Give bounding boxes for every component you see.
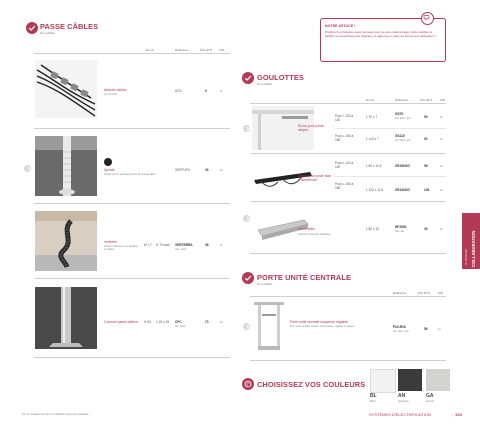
tip-title: NOTRE ASTUCE ! — [325, 24, 356, 28]
section-subtitle: Non pliable — [257, 282, 273, 286]
line-unit: kit — [440, 228, 443, 231]
product-unit: kit — [220, 321, 223, 324]
section-title-porte-unite: PORTE UNITÉ CENTRALE — [257, 273, 351, 282]
carousel-arrow-icon[interactable] — [243, 215, 250, 222]
color-swatch-an[interactable] — [398, 369, 422, 391]
divider — [250, 296, 446, 297]
line-ref-sub: Alu, blanc, gris — [395, 117, 411, 120]
product-unit: kit — [438, 328, 441, 331]
line-desc: Pour L 120 à 140 — [335, 114, 354, 123]
product-photo-spirale — [35, 136, 97, 196]
line-ref: GE180GG — [395, 164, 410, 168]
divider — [34, 53, 230, 54]
product-name: Attache-câbles — [104, 88, 127, 92]
line-unit: kit — [440, 116, 443, 119]
line-ref: GS110 — [395, 134, 405, 138]
product-ref: VERTUFIL — [175, 168, 191, 172]
line-price: 90 — [424, 115, 428, 119]
line-price: 105 — [424, 188, 430, 192]
product-price: 38 — [205, 243, 209, 247]
section-title-couleurs: CHOISISSEZ VOS COULEURS — [257, 380, 366, 389]
check-icon — [242, 272, 254, 284]
product-note: Spirale pour le passage flexible de chaque câble — [104, 173, 156, 176]
group-label: Écrou pour poste face à face/bench — [298, 174, 332, 182]
product-photo-colonne — [35, 287, 97, 349]
footer-separator: | — [451, 412, 453, 417]
line-unit: kit — [440, 189, 443, 192]
divider — [34, 357, 230, 358]
divider — [335, 176, 446, 177]
section-subtitle: Non pliable — [257, 82, 273, 86]
divider — [250, 201, 446, 202]
check-icon — [242, 72, 254, 84]
line-ref: GE140GG — [395, 188, 410, 192]
col-header-ref: Référence — [395, 98, 409, 102]
product-note: Vertèbre articulée pour passage de câbles — [104, 245, 138, 251]
line-price: 92 — [424, 137, 428, 141]
product-size1: Ø 7,7 — [144, 243, 152, 247]
color-swatch-ga[interactable] — [426, 369, 450, 391]
line-dim: L 80 x 11,5 — [366, 164, 382, 168]
line-ref: GS70 — [395, 112, 404, 116]
product-note: Pour unité centrale, fixation sous plateau, réglable en largeur — [290, 325, 355, 328]
footer-section: SYSTÈMES D'ÉLECTRIFICATION — [369, 412, 431, 417]
color-dot-icon — [104, 158, 112, 166]
color-code: BL — [370, 393, 377, 399]
col-header-eco: U/D — [440, 98, 445, 102]
product-unit: kit — [220, 90, 223, 93]
product-ref: VERTEBRA — [175, 243, 193, 247]
group-label: Écrou pour poste simple — [298, 124, 324, 132]
carousel-arrow-icon[interactable] — [24, 165, 31, 172]
color-swatch-bl[interactable] — [370, 369, 396, 393]
product-name: Colonne passe-câbles — [104, 320, 138, 324]
product-ref: ACS — [175, 89, 182, 93]
product-price: 56 — [424, 327, 428, 331]
product-size1: H 63 — [144, 320, 151, 324]
color-code: GA — [426, 393, 434, 399]
col-header-price: Prix HT € — [418, 291, 430, 295]
divider — [34, 203, 230, 204]
product-price: 9 — [205, 89, 207, 93]
product-name: Spirale — [104, 168, 115, 172]
product-photo-attache-cables — [35, 60, 97, 118]
product-name: Vertèbre — [104, 240, 117, 244]
section-title-goulottes: GOULOTTES — [257, 73, 304, 82]
group-note: Goulotte universelle adaptable — [298, 233, 331, 236]
section-title-passe-cables: PASSE CÂBLES — [40, 22, 99, 31]
line-dim: L 110 x 7 — [366, 137, 379, 141]
color-name: Blanc — [370, 400, 376, 403]
divider — [250, 360, 446, 361]
product-note: Jeu 4 unités — [104, 93, 117, 96]
product-ref-sub: Alu, blanc, gris — [393, 330, 409, 333]
product-ref-sub: Gris, blanc — [175, 248, 187, 251]
col-header-price: Prix HT € — [420, 98, 432, 102]
product-ref: CPC — [175, 320, 182, 324]
line-unit: kit — [440, 165, 443, 168]
carousel-arrow-icon[interactable] — [243, 125, 250, 132]
group-label: Universelle — [298, 227, 315, 231]
color-name: Gris alu — [426, 400, 435, 403]
col-header-size: En cm — [146, 48, 155, 52]
divider — [250, 103, 446, 104]
divider — [335, 128, 446, 129]
product-photo-vertebre — [35, 211, 97, 271]
product-price: 73 — [205, 320, 209, 324]
product-price: 30 — [205, 168, 209, 172]
divider — [34, 128, 230, 129]
side-tab-big: COLLABORATION — [471, 230, 476, 267]
product-unit: kit — [220, 244, 223, 247]
col-header-ref: Référence — [393, 291, 407, 295]
line-ref-sub: Alu, blanc, gris — [395, 139, 411, 142]
col-header-price: Prix HT € — [200, 48, 212, 52]
line-dim: L 70 x 7 — [366, 115, 378, 119]
line-price: 45 — [424, 227, 428, 231]
line-dim: L 122 x 11,5 — [366, 188, 384, 192]
check-icon — [26, 22, 38, 34]
product-photo-porte-unite — [252, 300, 286, 358]
line-desc: Pour L 160 à 180 — [335, 182, 354, 191]
product-size2: L 15 x 15 — [156, 320, 169, 324]
color-code: AN — [398, 393, 406, 399]
line-ref: HF3350 — [395, 225, 407, 229]
product-ref: PUCR18 — [393, 325, 406, 329]
line-desc: Pour L 120 à 140 — [335, 161, 354, 170]
product-ref-sub: Alu, blanc — [175, 325, 186, 328]
palette-icon — [242, 378, 254, 390]
side-tab[interactable] — [462, 213, 480, 269]
line-dim: L 80 x 10 — [366, 227, 379, 231]
color-name: Anthracite — [398, 400, 409, 403]
page-number: 193 — [455, 412, 462, 417]
section-subtitle: Non pliable — [40, 31, 56, 35]
col-header-size: En cm — [366, 98, 375, 102]
tip-text: Préférez les fixations sans perçage pour ne pas endommager votre mobilier et faciliter les branchements réguliers et apporter un gain de temps aux utilisateurs ! — [325, 30, 437, 39]
divider — [250, 253, 446, 254]
line-ref-sub: Gris, alu — [395, 230, 404, 233]
col-header-eco: U/D — [219, 48, 224, 52]
carousel-arrow-icon[interactable] — [243, 323, 250, 330]
speech-bubble-icon — [421, 12, 434, 25]
line-price: 98 — [424, 164, 428, 168]
product-name: Porte unité centrale suspendu réglable — [290, 320, 349, 324]
product-size2: H 70 max — [156, 243, 170, 247]
col-header-eco: U/D — [438, 291, 443, 295]
footer-disclaimer: Prix et modèles soumis à modification sans avis préalable. — [22, 413, 90, 416]
side-tab-small: LE MOBILIER — [465, 248, 468, 265]
divider — [250, 153, 446, 154]
divider — [34, 278, 230, 279]
product-unit: kit — [220, 169, 223, 172]
line-unit: kit — [440, 138, 443, 141]
line-desc: Pour L 160 à 180 — [335, 134, 354, 143]
col-header-ref: Référence — [175, 48, 189, 52]
